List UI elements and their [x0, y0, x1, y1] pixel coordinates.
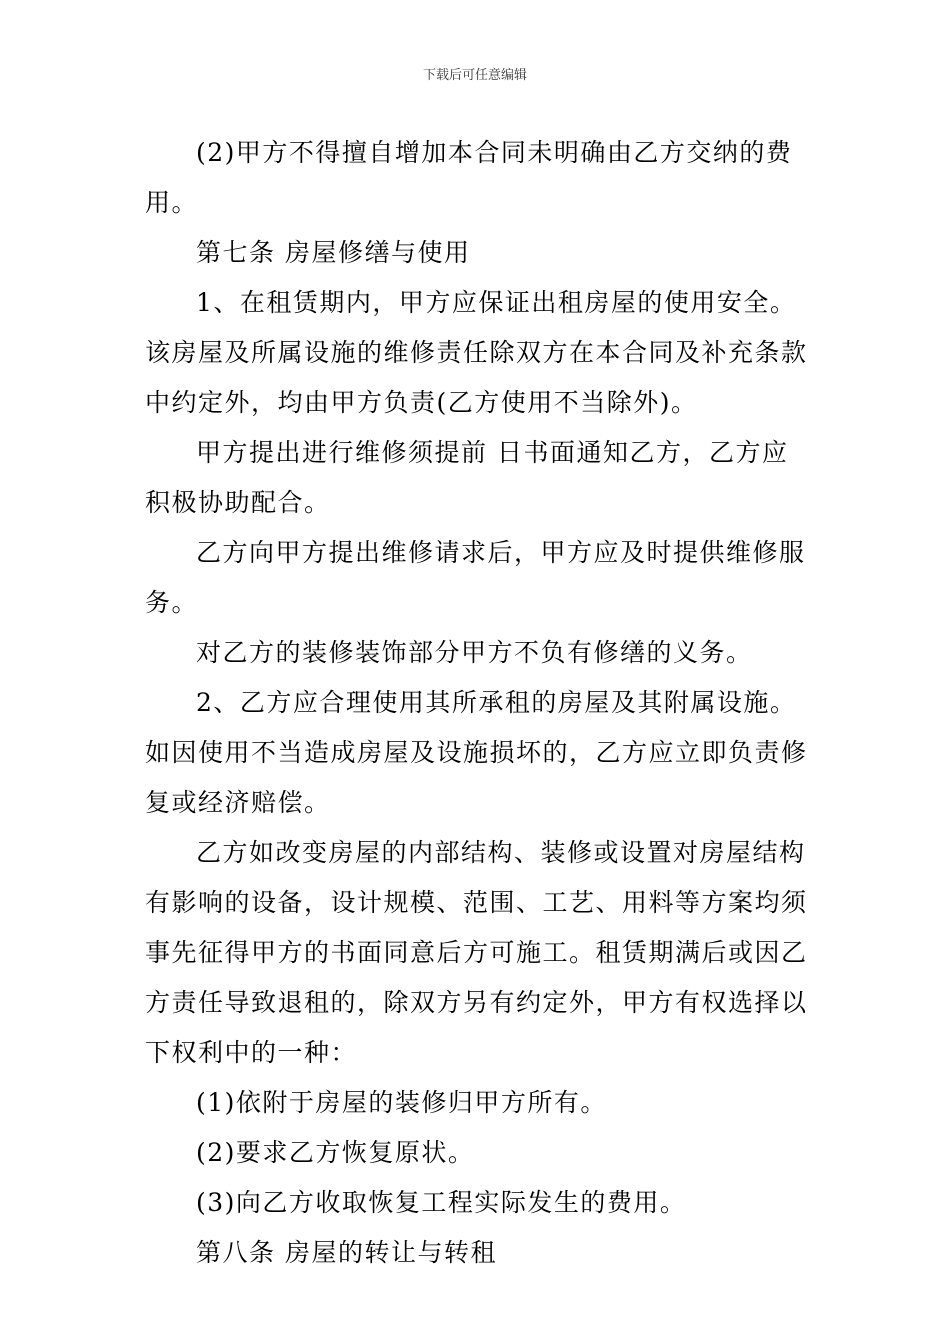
- paragraph-repair-notice: 甲方提出进行维修须提前 日书面通知乙方，乙方应积极协助配合。: [145, 438, 789, 517]
- document-body: [145, 128, 810, 1278]
- paragraph-repair-request: 乙方向甲方提出维修请求后，甲方应及时提供维修服务。: [145, 538, 806, 617]
- paragraph-decoration-exemption: 对乙方的装修装饰部分甲方不负有修缮的义务。: [196, 638, 753, 667]
- paragraph-structural-changes: 乙方如改变房屋的内部结构、装修或设置对房屋结构有影响的设备，设计规模、范围、工艺、用料等方案均须事先征得甲方的书面同意后方可施工。租赁期满后或因乙方责任导致退租的，除双方另有约定外，甲方有权选择以下权利中的一种：: [145, 838, 808, 1067]
- paragraph-repair-responsibility: 1、在租赁期内，甲方应保证出租房屋的使用安全。该房屋及所属设施的维修责任除双方在本合同及补充条款中约定外，均由甲方负责(乙方使用不当除外)。: [145, 288, 808, 417]
- section-heading-article-8: 第八条 房屋的转让与转租: [196, 1238, 497, 1267]
- paragraph-proper-use: 2、乙方应合理使用其所承租的房屋及其附属设施。如因使用不当造成房屋及设施损坏的，乙方应立即负责修复或经济赔偿。: [145, 688, 808, 817]
- list-item-option-2: (2)要求乙方恢复原状。: [196, 1138, 475, 1167]
- list-item-option-3: (3)向乙方收取恢复工程实际发生的费用。: [196, 1188, 687, 1217]
- section-heading-article-7: 第七条 房屋修缮与使用: [196, 238, 471, 267]
- list-item-option-1: (1)依附于房屋的装修归甲方所有。: [196, 1088, 607, 1117]
- paragraph-fee-clause: (2)甲方不得擅自增加本合同未明确由乙方交纳的费用。: [145, 138, 793, 217]
- page-header: 下载后可任意编辑: [422, 68, 527, 83]
